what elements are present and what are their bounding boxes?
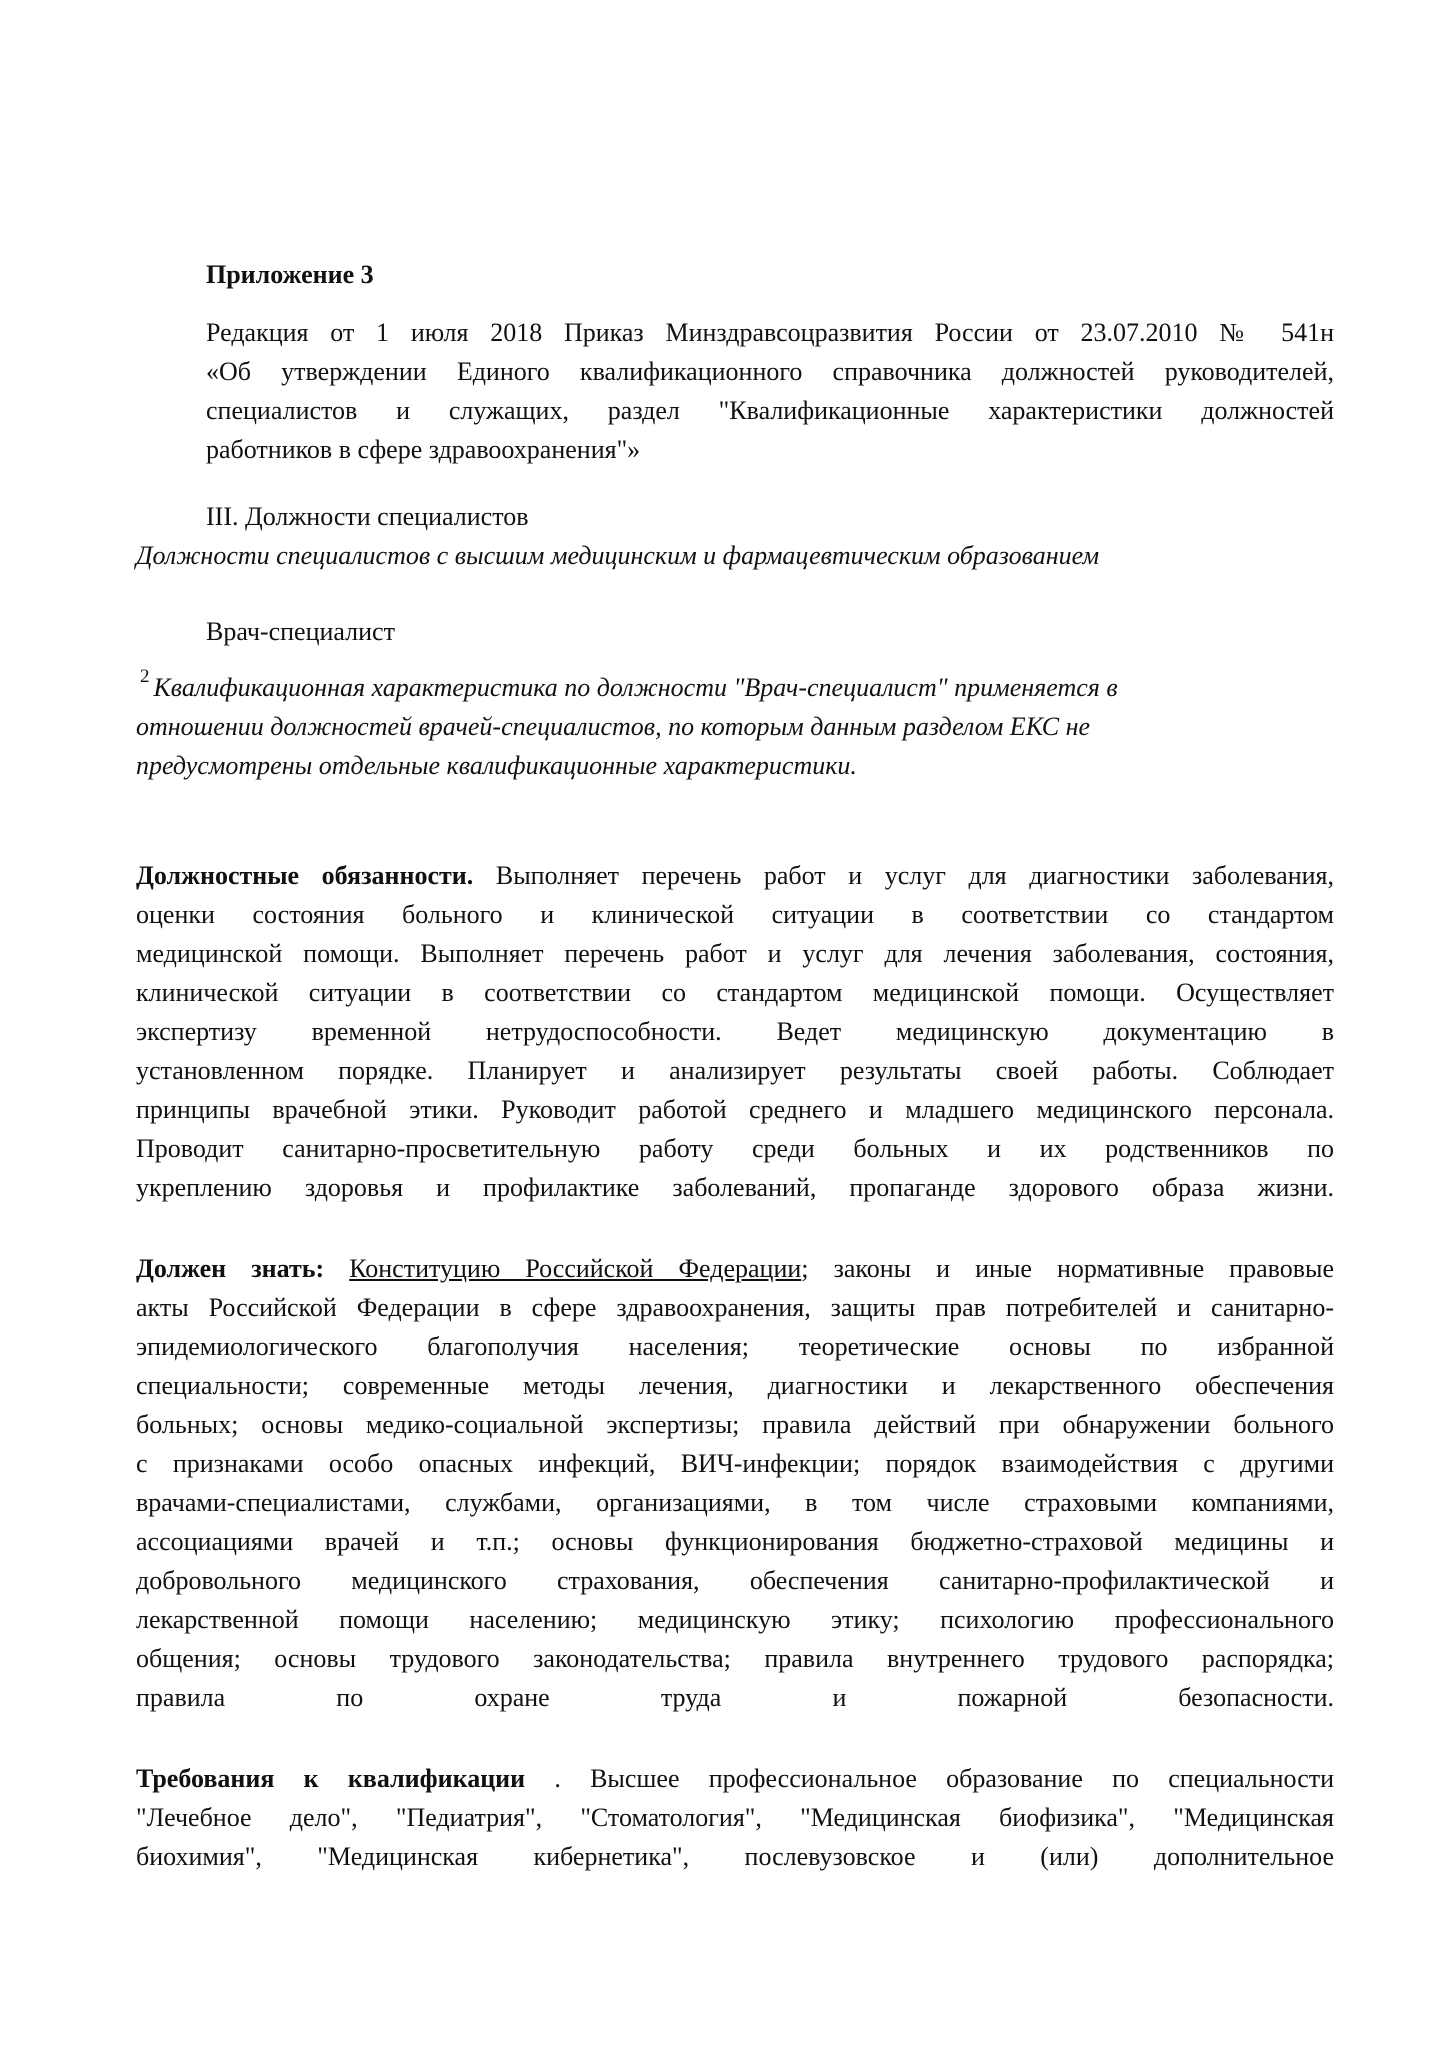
edition-line-3: специалистов и служащих, раздел "Квалификационные характеристики должностей: [206, 396, 1334, 425]
knowledge-line: ассоциациями врачей и т.п.; основы функционирования бюджетно-страховой медицины и: [136, 1527, 1334, 1556]
requirements-line-1-text: . Высшее профессиональное образование по специальности: [554, 1764, 1335, 1793]
section-subheading: Должности специалистов с высшим медицинским и фармацевтическим образованием: [136, 541, 1100, 570]
duties-line-1-text: Выполняет перечень работ и услуг для диагностики заболевания,: [495, 861, 1335, 890]
position-title: Врач-специалист: [206, 617, 395, 646]
position-note-line-2: отношении должностей врачей-специалистов, по которым данным разделом ЕКС не: [136, 712, 1091, 741]
footnote-mark: 2: [140, 666, 150, 687]
requirements-line: биохимия", "Медицинская кибернетика", послевузовское и (или) дополнительное: [136, 1842, 1334, 1871]
requirements-label: Требования к квалификации: [136, 1764, 526, 1793]
requirements-line: "Лечебное дело", "Педиатрия", "Стоматология", "Медицинская биофизика", "Медицинская: [136, 1803, 1334, 1832]
duties-line: укреплению здоровья и профилактике заболеваний, пропаганде здорового образа жизни.: [136, 1173, 1334, 1202]
duties-line: оценки состояния больного и клинической ситуации в соответствии со стандартом: [136, 900, 1334, 929]
position-note-line-3: предусмотрены отдельные квалификационные характеристики.: [136, 751, 857, 780]
knowledge-line: правила по охране труда и пожарной безопасности.: [136, 1683, 1334, 1712]
duties-line: установленном порядке. Планирует и анализирует результаты своей работы. Соблюдает: [136, 1056, 1334, 1085]
duties-line: Проводит санитарно-просветительную работу среди больных и их родственников по: [136, 1134, 1334, 1163]
knowledge-line: акты Российской Федерации в сфере здравоохранения, защиты прав потребителей и санитарно-: [136, 1293, 1334, 1322]
appendix-title: Приложение 3: [206, 260, 374, 289]
duties-line: клинической ситуации в соответствии со стандартом медицинской помощи. Осуществляет: [136, 978, 1334, 1007]
edition-line-2: «Об утверждении Единого квалификационного справочника должностей руководителей,: [206, 357, 1334, 386]
edition-line-1: Редакция от 1 июля 2018 Приказ Минздравсоцразвития России от 23.07.2010 № 541н: [206, 318, 1334, 347]
knowledge-line: общения; основы трудового законодательства; правила внутреннего трудового распорядка;: [136, 1644, 1334, 1673]
duties-line: принципы врачебной этики. Руководит работой среднего и младшего медицинского персонала.: [136, 1095, 1334, 1124]
duties-line: медицинской помощи. Выполняет перечень работ и услуг для лечения заболевания, состояния,: [136, 939, 1334, 968]
requirements-line-1: [136, 1759, 1334, 1798]
knowledge-line: с признаками особо опасных инфекций, ВИЧ-инфекции; порядок взаимодействия с другими: [136, 1449, 1334, 1478]
knowledge-line-1-text: ; законы и иные нормативные правовые: [801, 1254, 1334, 1283]
constitution-link[interactable]: Конституцию Российской Федерации: [349, 1254, 802, 1283]
duties-line-1: [136, 856, 1334, 895]
knowledge-line: добровольного медицинского страхования, обеспечения санитарно-профилактической и: [136, 1566, 1334, 1595]
knowledge-line: специальности; современные методы лечения, диагностики и лекарственного обеспечения: [136, 1371, 1334, 1400]
knowledge-line: врачами-специалистами, службами, организациями, в том числе страховыми компаниями,: [136, 1488, 1334, 1517]
knowledge-line: больных; основы медико-социальной экспертизы; правила действий при обнаружении больного: [136, 1410, 1334, 1439]
duties-line: экспертизу временной нетрудоспособности. Ведет медицинскую документацию в: [136, 1017, 1334, 1046]
knowledge-line: лекарственной помощи населению; медицинскую этику; психологию профессионального: [136, 1605, 1334, 1634]
knowledge-line: эпидемиологического благополучия населения; теоретические основы по избранной: [136, 1332, 1334, 1361]
edition-line-4: работников в сфере здравоохранения"»: [206, 435, 641, 464]
duties-label: Должностные обязанности.: [136, 861, 474, 890]
knowledge-line-1: [136, 1249, 1334, 1288]
position-note-line-1: [140, 668, 1118, 710]
section-heading: III. Должности специалистов: [206, 502, 529, 531]
knowledge-label: Должен знать:: [136, 1254, 325, 1283]
position-note-text-1: Квалификационная характеристика по должности "Врач-специалист" применяется в: [153, 673, 1118, 702]
